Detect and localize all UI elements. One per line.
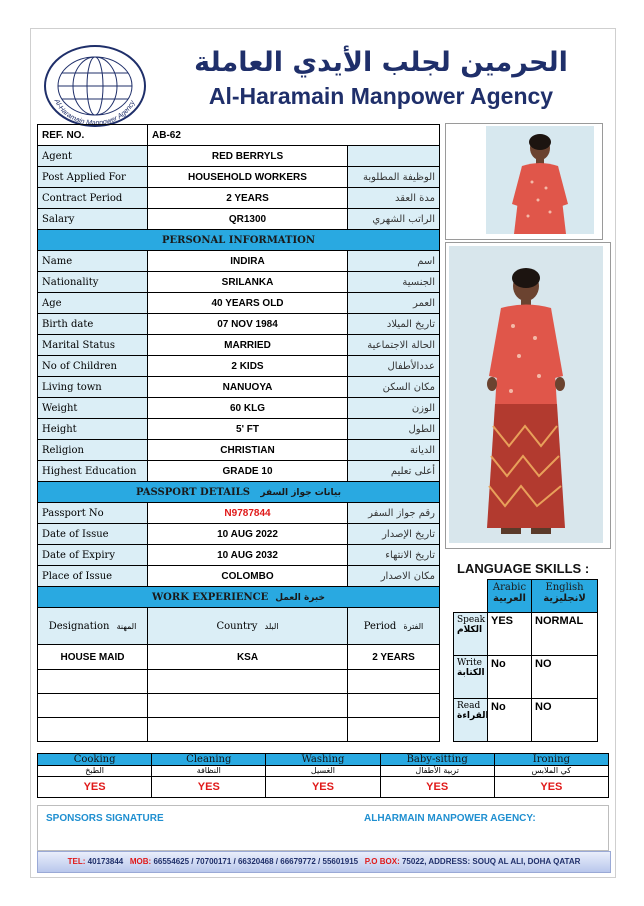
skill-name-ar: النظافة: [152, 766, 266, 777]
row-value: NANUOYA: [148, 377, 348, 398]
row-value: MARRIED: [148, 335, 348, 356]
skill-name-ar: تربية الأطفال: [380, 766, 494, 777]
row-value: SRILANKA: [148, 272, 348, 293]
write-label-ar: الكتابة: [457, 668, 485, 678]
language-header-row: [454, 580, 598, 613]
language-row: [454, 613, 598, 656]
row-label: No of Children: [38, 356, 148, 377]
agent-label-ar: [348, 146, 440, 167]
skill-name-ar: الطبخ: [38, 766, 152, 777]
skill-value: YES: [38, 777, 152, 798]
row-label: Weight: [38, 398, 148, 419]
read-label-cell: [454, 699, 488, 742]
info-row: [38, 251, 440, 272]
language-skills-table: [453, 579, 598, 742]
portrait-photo: [486, 126, 594, 234]
agent-value: RED BERRYLS: [148, 146, 348, 167]
language-row: [454, 699, 598, 742]
info-row: [38, 272, 440, 293]
row-label: Passport No: [38, 503, 148, 524]
arabic-label: Arabic: [492, 582, 527, 593]
contact-footer: [37, 851, 611, 873]
info-row: [38, 314, 440, 335]
row-label-ar: تاريخ الميلاد: [348, 314, 440, 335]
portrait-figure: [486, 126, 594, 234]
salary-value: QR1300: [148, 209, 348, 230]
speak-arabic: YES: [488, 613, 532, 656]
speak-label-cell: [454, 613, 488, 656]
info-row: [38, 545, 440, 566]
english-label-ar: لانجليزية: [543, 593, 586, 604]
speak-label: Speak: [457, 615, 486, 625]
write-label-cell: [454, 656, 488, 699]
passport-heading-cell: [38, 482, 440, 503]
skill-name: Washing: [266, 754, 380, 766]
tel-value: 40173844: [87, 857, 124, 866]
info-row: [38, 440, 440, 461]
passport-heading: PASSPORT DETAILS: [135, 486, 250, 498]
ref-value: AB-62: [148, 125, 440, 146]
post-label-ar: الوظيفة المطلوبة: [348, 167, 440, 188]
info-row: [38, 419, 440, 440]
work-heading: WORK EXPERIENCE: [151, 591, 269, 603]
skills-header-row: [38, 754, 609, 766]
info-row: [38, 167, 440, 188]
read-label-ar: القراءة: [457, 711, 489, 721]
sponsor-signature-label: SPONSORS SIGNATURE: [46, 813, 164, 824]
work-country: [148, 718, 348, 742]
skill-name-ar: الغسيل: [266, 766, 380, 777]
info-row: [38, 377, 440, 398]
language-corner: [454, 580, 488, 613]
section-header: [38, 230, 440, 251]
post-value: HOUSEHOLD WORKERS: [148, 167, 348, 188]
row-value: 10 AUG 2022: [148, 524, 348, 545]
info-row: [38, 335, 440, 356]
row-label-ar: أعلى تعليم: [348, 461, 440, 482]
agency-signature-label: ALHARMAIN MANPOWER AGENCY:: [364, 813, 536, 824]
country-label: Country: [216, 620, 258, 632]
info-row: [38, 566, 440, 587]
arabic-header: [488, 580, 532, 613]
row-label-ar: عددالأطفال: [348, 356, 440, 377]
cv-page: [30, 28, 616, 878]
english-label: English: [545, 582, 584, 593]
read-arabic: No: [488, 699, 532, 742]
row-label-ar: تاريخ الإصدار: [348, 524, 440, 545]
row-label-ar: الطول: [348, 419, 440, 440]
skill-name-ar: كي الملابس: [494, 766, 608, 777]
agency-title-english: Al-Haramain Manpower Agency: [208, 83, 554, 109]
row-label-ar: تاريخ الانتهاء: [348, 545, 440, 566]
write-english: NO: [532, 656, 598, 699]
work-period: [348, 670, 440, 694]
passport-number: N9787844: [148, 503, 348, 524]
row-value: GRADE 10: [148, 461, 348, 482]
skill-value: YES: [380, 777, 494, 798]
row-label: Date of Expiry: [38, 545, 148, 566]
designation-label-ar: المهنة: [116, 621, 137, 631]
info-row: [38, 503, 440, 524]
mob-value: 66554625 / 70700171 / 66320468 / 66679772 / 55601915: [153, 857, 359, 866]
info-row: [38, 293, 440, 314]
info-row: [38, 398, 440, 419]
row-label-ar: الديانة: [348, 440, 440, 461]
work-country: [148, 694, 348, 718]
mob-label: MOB:: [129, 857, 152, 866]
row-label: Height: [38, 419, 148, 440]
contract-label: Contract Period: [38, 188, 148, 209]
row-label: Highest Education: [38, 461, 148, 482]
agent-label: Agent: [38, 146, 148, 167]
full-body-photo: [449, 246, 603, 543]
row-label: Date of Issue: [38, 524, 148, 545]
signature-box: [37, 805, 609, 851]
info-row: [38, 209, 440, 230]
work-period: [348, 694, 440, 718]
row-value: INDIRA: [148, 251, 348, 272]
row-value: 5' FT: [148, 419, 348, 440]
row-label-ar: العمر: [348, 293, 440, 314]
write-label: Write: [457, 658, 482, 668]
read-label: Read: [457, 701, 481, 711]
row-label: Birth date: [38, 314, 148, 335]
contract-value: 2 YEARS: [148, 188, 348, 209]
row-value: 40 YEARS OLD: [148, 293, 348, 314]
work-row: [38, 670, 440, 694]
work-designation: [38, 694, 148, 718]
country-label-ar: البلد: [264, 621, 279, 631]
tel-label: TEL:: [67, 857, 86, 866]
info-row: [38, 356, 440, 377]
row-label-ar: رقم جواز السفر: [348, 503, 440, 524]
work-row: [38, 645, 440, 670]
svg-text:Al-Haramain Manpower Agency: Al-Haramain Manpower Agency: [52, 98, 137, 128]
row-label: Name: [38, 251, 148, 272]
row-label: Religion: [38, 440, 148, 461]
row-value: 60 KLG: [148, 398, 348, 419]
section-header: [38, 587, 440, 608]
info-row: [38, 188, 440, 209]
skill-value: YES: [494, 777, 608, 798]
section-header: [38, 482, 440, 503]
row-label-ar: الوزن: [348, 398, 440, 419]
work-designation: [38, 718, 148, 742]
post-label: Post Applied For: [38, 167, 148, 188]
skill-value: YES: [266, 777, 380, 798]
skill-name: Cleaning: [152, 754, 266, 766]
language-skills-title: LANGUAGE SKILLS :: [457, 561, 590, 576]
personal-heading: PERSONAL INFORMATION: [38, 230, 440, 251]
work-heading-cell: [38, 587, 440, 608]
row-value: 07 NOV 1984: [148, 314, 348, 335]
work-country: KSA: [148, 645, 348, 670]
skills-value-row: [38, 777, 609, 798]
work-heading-ar: خبرة العمل: [275, 592, 326, 603]
work-row: [38, 718, 440, 742]
info-row: [38, 524, 440, 545]
work-period: 2 YEARS: [348, 645, 440, 670]
contract-label-ar: مدة العقد: [348, 188, 440, 209]
pobox-label: P.O BOX:: [364, 857, 400, 866]
salary-label-ar: الراتب الشهري: [348, 209, 440, 230]
english-header: [532, 580, 598, 613]
info-row: [38, 146, 440, 167]
pobox-value: 75022, ADDRESS: SOUQ AL ALI, DOHA QATAR: [401, 857, 581, 866]
row-label-ar: الجنسية: [348, 272, 440, 293]
skill-value: YES: [152, 777, 266, 798]
row-label: Living town: [38, 377, 148, 398]
row-label: Place of Issue: [38, 566, 148, 587]
designation-header: [38, 608, 148, 645]
period-label-ar: الفترة: [403, 621, 424, 631]
row-label-ar: اسم: [348, 251, 440, 272]
passport-heading-ar: بيانات جواز السفر: [260, 487, 341, 498]
full-body-photo-frame: [445, 242, 611, 549]
agency-title-arabic: الحرمين لجلب الأيدي العاملة: [194, 47, 568, 78]
skill-name: Cooking: [38, 754, 152, 766]
designation-label: Designation: [48, 620, 110, 632]
work-country: [148, 670, 348, 694]
work-period: [348, 718, 440, 742]
row-label-ar: مكان الاصدار: [348, 566, 440, 587]
speak-english: NORMAL: [532, 613, 598, 656]
info-row: [38, 461, 440, 482]
language-row: [454, 656, 598, 699]
period-header: [348, 608, 440, 645]
work-designation: [38, 670, 148, 694]
row-value: 2 KIDS: [148, 356, 348, 377]
skills-arabic-row: [38, 766, 609, 777]
row-label-ar: الحالة الاجتماعية: [348, 335, 440, 356]
row-label: Nationality: [38, 272, 148, 293]
read-english: NO: [532, 699, 598, 742]
full-body-figure: [449, 246, 603, 543]
work-header-row: [38, 608, 440, 645]
row-value: 10 AUG 2032: [148, 545, 348, 566]
ref-label: REF. NO.: [38, 125, 148, 146]
write-arabic: No: [488, 656, 532, 699]
row-label-ar: مكان السكن: [348, 377, 440, 398]
work-row: [38, 694, 440, 718]
portrait-photo-frame: [445, 123, 603, 240]
salary-label: Salary: [38, 209, 148, 230]
row-value: CHRISTIAN: [148, 440, 348, 461]
agency-logo: [43, 43, 147, 129]
period-label: Period: [363, 620, 397, 632]
skill-name: Ironing: [494, 754, 608, 766]
arabic-label-ar: العربية: [493, 593, 526, 604]
row-value: COLOMBO: [148, 566, 348, 587]
main-info-table: [37, 124, 440, 742]
country-header: [148, 608, 348, 645]
speak-label-ar: الكلام: [457, 625, 483, 635]
ref-row: [38, 125, 440, 146]
row-label: Marital Status: [38, 335, 148, 356]
skills-table: [37, 753, 609, 798]
work-designation: HOUSE MAID: [38, 645, 148, 670]
skill-name: Baby-sitting: [380, 754, 494, 766]
row-label: Age: [38, 293, 148, 314]
